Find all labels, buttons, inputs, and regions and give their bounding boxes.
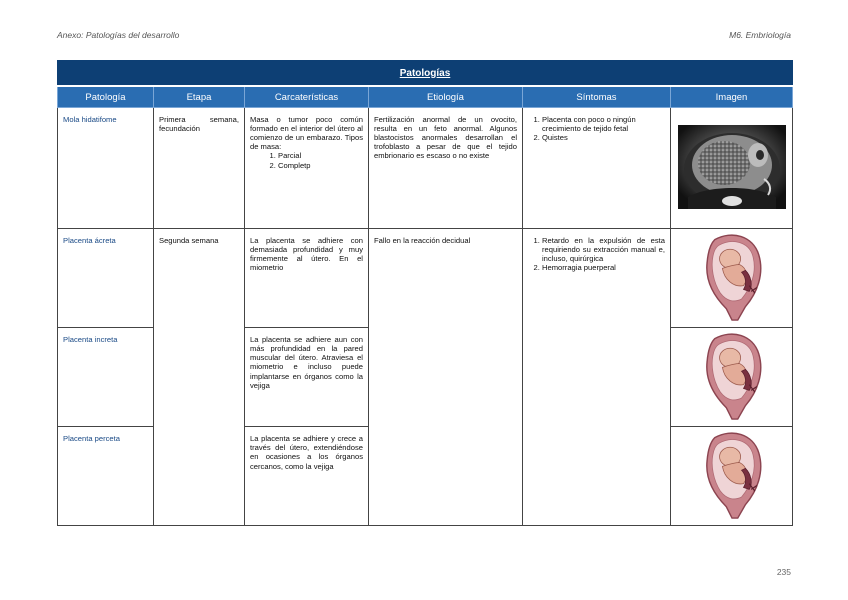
column-header-characteristics: Carcaterísticas	[245, 86, 369, 108]
pathology-name: Placenta perceta	[58, 427, 154, 526]
image-cell	[671, 108, 793, 229]
pathologies-table	[57, 60, 793, 526]
mass-types-list	[250, 151, 363, 169]
table-title: Patologías	[58, 61, 793, 87]
list-item: 1. Placenta con poco o ningún crecimiento de tejido fetal	[542, 115, 665, 133]
uterus-fetus-diagram	[694, 232, 770, 322]
characteristics-cell: La placenta se adhiere aun con más profundidad en la pared muscular del útero. Atraviesa el miometrio e incluso puede implantarse en órganos como la vejiga	[245, 328, 369, 427]
image-cell	[671, 328, 793, 427]
characteristics-cell	[245, 108, 369, 229]
list-item: 2. Quistes	[542, 133, 665, 142]
etiology-cell: Fallo en la reacción decidual	[369, 229, 523, 526]
table-row	[58, 229, 793, 328]
image-cell	[671, 427, 793, 526]
symptoms-list	[528, 236, 665, 272]
header-section-title: Anexo: Patologías del desarrollo	[57, 30, 180, 40]
column-header-stage: Etapa	[154, 86, 245, 108]
page-number: 235	[776, 567, 791, 577]
pathology-name: Mola hidatifome	[58, 108, 154, 229]
symptoms-cell	[523, 229, 671, 526]
list-item: 2. Hemorragia puerperal	[542, 263, 665, 272]
table-row	[58, 108, 793, 229]
mri-scan-image	[678, 125, 786, 209]
characteristics-text: Masa o tumor poco común formado en el interior del útero al comienzo de un embarazo. Tipos de masa:	[250, 115, 363, 152]
column-header-pathology: Patología	[58, 86, 154, 108]
pathology-name: Placenta ácreta	[58, 229, 154, 328]
stage-cell: Segunda semana	[154, 229, 245, 526]
pathology-name: Placenta increta	[58, 328, 154, 427]
symptoms-cell	[523, 108, 671, 229]
characteristics-cell: La placenta se adhiere y crece a través del útero, extendiéndose en ocasiones a los órganos cercanos, como la vejiga	[245, 427, 369, 526]
uterus-fetus-diagram	[694, 430, 770, 520]
list-item: 2. Completp	[278, 161, 363, 170]
column-header-etiology: Etiología	[369, 86, 523, 108]
uterus-fetus-diagram	[694, 331, 770, 421]
list-item: 1. Retardo en la expulsión de esta requiriendo su extracción manual e, incluso, quirúrgica	[542, 236, 665, 263]
characteristics-cell: La placenta se adhiere con demasiada profundidad y muy firmemente al útero. En el miometrio	[245, 229, 369, 328]
stage-cell: Primera semana, fecundación	[154, 108, 245, 229]
image-cell	[671, 229, 793, 328]
column-header-image: Imagen	[671, 86, 793, 108]
header-module-title: M6. Embriología	[729, 30, 791, 40]
list-item: 1. Parcial	[278, 151, 363, 160]
symptoms-list	[528, 115, 665, 142]
etiology-cell: Fertilización anormal de un ovocito, resulta en un feto anormal. Algunos blastocistos anormales desarrollan el trofoblasto a pesar de que el tejido embrionario es escaso o no existe	[369, 108, 523, 229]
column-header-symptoms: Síntomas	[523, 86, 671, 108]
